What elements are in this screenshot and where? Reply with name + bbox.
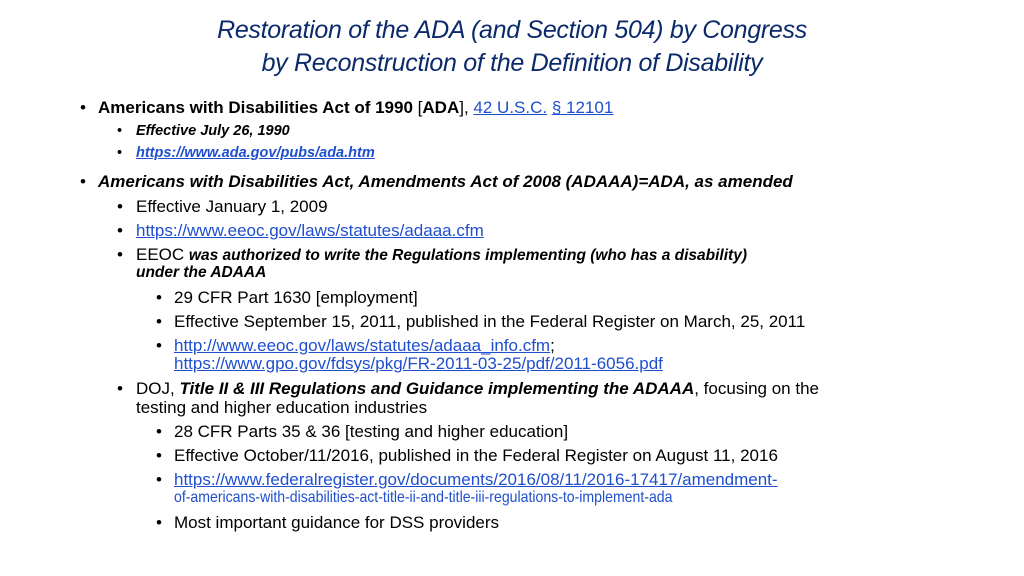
- title-line-1: Restoration of the ADA (and Section 504) by Congress: [217, 16, 807, 44]
- bullet: •: [80, 98, 86, 117]
- eeoc-adaaa-link[interactable]: https://www.eeoc.gov/laws/statutes/adaaa.cfm: [136, 221, 484, 240]
- slide-title: [0, 14, 1024, 80]
- doj-effective: Effective October/11/2016, published in the Federal Register on August 11, 2016: [174, 446, 778, 465]
- bullet: •: [80, 172, 86, 191]
- bullet: •: [156, 336, 162, 355]
- bullet: •: [156, 312, 162, 331]
- section-12101-link[interactable]: § 12101: [551, 98, 614, 117]
- bullet: •: [117, 123, 123, 139]
- bullet: •: [117, 197, 123, 216]
- bullet: •: [117, 245, 123, 264]
- doj-item: DOJ, Title II & III Regulations and Guidance implementing the ADAAA, focusing on the: [136, 379, 819, 398]
- gpo-pdf-link[interactable]: https://www.gpo.gov/fdsys/pkg/FR-2011-03-25/pdf/2011-6056.pdf: [174, 354, 663, 373]
- doj-guidance: Most important guidance for DSS providers: [174, 513, 500, 532]
- eeoc-info-link[interactable]: http://www.eeoc.gov/laws/statutes/adaaa_info.cfm: [174, 336, 551, 355]
- federal-register-link[interactable]: https://www.federalregister.gov/documents/2016/08/11/2016-17417/amendment-: [174, 470, 778, 489]
- eeoc-item: EEOC was authorized to write the Regulations implementing (who has a disability): [136, 245, 747, 264]
- ada-1990-heading: Americans with Disabilities Act of 1990 [ADA], 42 U.S.C. § 12101: [98, 98, 614, 117]
- adaaa-effective: Effective January 1, 2009: [136, 197, 328, 216]
- bullet: •: [156, 446, 162, 465]
- bullet: •: [156, 513, 162, 532]
- usc-link[interactable]: 42 U.S.C.: [473, 98, 548, 117]
- eeoc-cfr: 29 CFR Part 1630 [employment]: [174, 288, 418, 307]
- ada-1990-effective: Effective July 26, 1990: [136, 123, 290, 139]
- bullet: •: [156, 470, 162, 489]
- doj-item-line-2: testing and higher education industries: [136, 398, 428, 417]
- adaaa-heading: Americans with Disabilities Act, Amendments Act of 2008 (ADAAA)=ADA, as amended: [98, 172, 793, 191]
- bullet: •: [156, 288, 162, 307]
- eeoc-links: http://www.eeoc.gov/laws/statutes/adaaa_info.cfm;: [174, 336, 555, 355]
- bullet: •: [117, 145, 123, 161]
- eeoc-item-line-2: under the ADAAA: [136, 264, 267, 281]
- doj-cfr: 28 CFR Parts 35 & 36 [testing and higher education]: [174, 422, 569, 441]
- federal-register-link-line-2[interactable]: of-americans-with-disabilities-act-title-ii-and-title-iii-regulations-to-implement-ada: [174, 489, 673, 506]
- title-line-2: by Reconstruction of the Definition of Disability: [261, 49, 763, 77]
- eeoc-effective: Effective September 15, 2011, published in the Federal Register on March, 25, 2011: [174, 312, 806, 331]
- ada-gov-link[interactable]: https://www.ada.gov/pubs/ada.htm: [136, 145, 375, 161]
- bullet: •: [117, 379, 123, 398]
- bullet: •: [117, 221, 123, 240]
- bullet: •: [156, 422, 162, 441]
